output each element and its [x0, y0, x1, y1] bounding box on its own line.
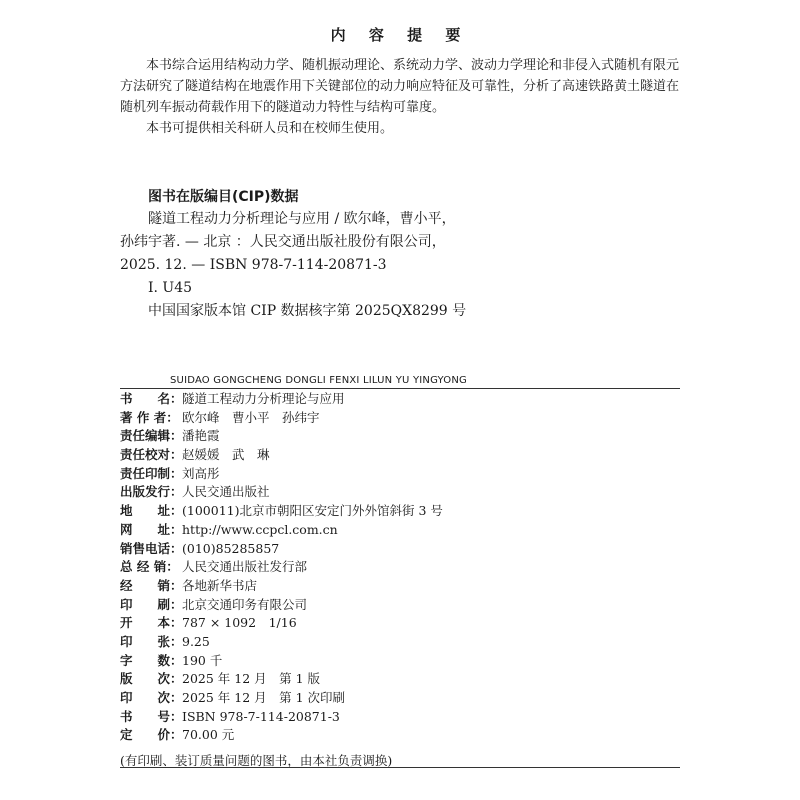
colophon-value: 人民交通出版社: [182, 484, 270, 500]
cip-heading: 图书在版编目(CIP)数据: [148, 189, 299, 205]
colophon-value: 赵媛媛 武 琳: [182, 447, 270, 463]
summary-title: 内 容 提 要: [330, 26, 470, 44]
cip-block: [120, 208, 680, 323]
colophon-value: 9.25: [182, 633, 210, 649]
colophon-label: 责任印制：: [120, 465, 183, 481]
colophon-row: [120, 483, 680, 502]
colophon-value: (100011)北京市朝阳区安定门外外馆斜街 3 号: [182, 503, 443, 519]
colophon-row: [120, 596, 680, 615]
colophon-value: 人民交通出版社发行部: [182, 559, 308, 575]
colophon-label: 版 次：: [120, 671, 183, 687]
colophon-row: [120, 708, 680, 727]
colophon-value: 2025 年 12 月 第 1 版: [182, 671, 321, 687]
colophon-label: 开 本：: [120, 615, 183, 631]
colophon-label: 著 作 者：: [120, 409, 179, 425]
colophon-label: 总 经 销：: [120, 559, 179, 575]
colophon-row: [120, 689, 680, 708]
colophon-row: [120, 521, 680, 540]
colophon-value: 190 千: [182, 652, 223, 668]
summary-paragraph-2-text: 本书可提供相关科研人员和在校师生使用。: [146, 121, 394, 136]
colophon-value: 北京交通印务有限公司: [182, 596, 308, 612]
cip-line-5: 中国国家版本馆 CIP 数据核字第 2025QX8299 号: [148, 303, 467, 319]
colophon-row: [120, 614, 680, 633]
footer-note: (有印刷、装订质量问题的图书，由本社负责调换): [120, 753, 393, 768]
colophon-value: ISBN 978-7-114-20871-3: [182, 708, 340, 724]
summary-paragraph-2: [120, 118, 680, 139]
colophon-value: 隧道工程动力分析理论与应用: [182, 391, 345, 406]
colophon-row: [120, 427, 680, 446]
colophon-label: 销售电话：: [120, 540, 183, 556]
colophon-label: 印 张：: [120, 633, 183, 649]
colophon-value: 2025 年 12 月 第 1 次印刷: [182, 690, 346, 705]
colophon-row: [120, 726, 680, 745]
colophon-label: 字 数：: [120, 652, 183, 668]
colophon-row: [120, 540, 680, 559]
colophon-label: 责任校对：: [120, 447, 183, 463]
colophon-value: 70.00 元: [182, 727, 235, 743]
colophon-row: [120, 465, 680, 484]
cip-line-3: 2025. 12. — ISBN 978-7-114-20871-3: [120, 257, 387, 273]
colophon-value: 787 × 1092 1/16: [182, 615, 297, 631]
colophon-label: 责任编辑：: [120, 428, 183, 444]
pinyin-title: SUIDAO GONGCHENG DONGLI FENXI LILUN YU YINGYONG: [170, 375, 467, 386]
colophon-value: 各地新华书店: [182, 577, 258, 593]
colophon-label: 出版发行：: [120, 484, 183, 500]
colophon-label: 印 刷：: [120, 596, 183, 612]
colophon-value: 潘艳霞: [182, 428, 220, 444]
colophon-label: 印 次：: [120, 690, 183, 705]
cip-line-4: Ⅰ. U45: [148, 280, 193, 296]
colophon-value: 欧尔峰 曹小平 孙纬宇: [182, 409, 320, 425]
summary-paragraph-1: [120, 55, 680, 118]
colophon-row: [120, 670, 680, 689]
colophon-row: [120, 390, 680, 409]
colophon-row: [120, 577, 680, 596]
colophon-value: http://www.ccpcl.com.cn: [182, 521, 338, 537]
colophon-row: [120, 652, 680, 671]
bottom-divider: [120, 767, 680, 768]
colophon-label: 地 址：: [120, 503, 183, 519]
colophon-row: [120, 409, 680, 428]
colophon-label: 定 价：: [120, 727, 183, 743]
colophon-value: (010)85285857: [182, 540, 280, 556]
cip-line-1: 隧道工程动力分析理论与应用 / 欧尔峰，曹小平，: [148, 211, 456, 227]
colophon-value: 刘高彤: [182, 465, 220, 481]
colophon-row: [120, 502, 680, 521]
top-divider: [120, 388, 680, 389]
colophon-table: [120, 390, 680, 745]
summary-paragraph-1-text: 本书综合运用结构动力学、随机振动理论、系统动力学、波动力学理论和非侵入式随机有限元方法研究了隧道结构在地震作用下关键部位的动力响应特征及可靠性，分析了高速铁路黄土隧道在随机列车振动荷载作用下的隧道动力特性与结构可靠度。: [120, 58, 680, 115]
cip-line-2: 孙纬宇著. — 北京 ：人民交通出版社股份有限公司，: [120, 234, 446, 250]
colophon-label: 书 号：: [120, 708, 183, 724]
colophon-label: 书 名：: [120, 391, 183, 406]
colophon-row: [120, 446, 680, 465]
colophon-label: 网 址：: [120, 521, 183, 537]
colophon-label: 经 销：: [120, 577, 183, 593]
colophon-row: [120, 558, 680, 577]
colophon-row: [120, 633, 680, 652]
